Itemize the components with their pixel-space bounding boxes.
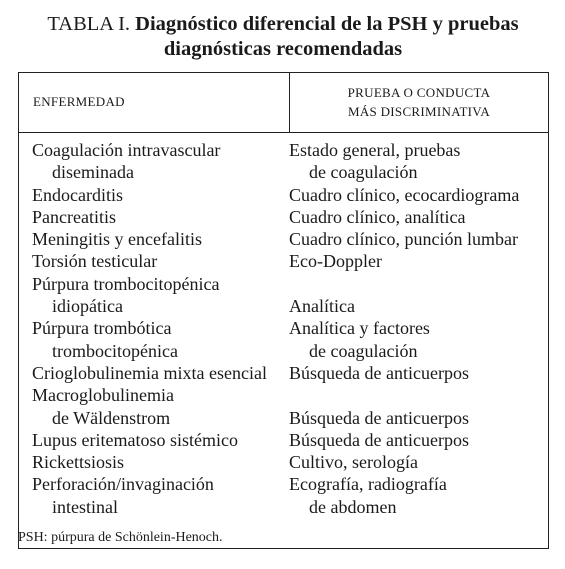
disease-cell: intestinal (52, 496, 118, 517)
table-row (19, 340, 548, 362)
test-cell: Cuadro clínico, ecocardiograma (289, 184, 520, 205)
disease-cell: Púrpura trombótica (32, 318, 172, 339)
header-test (290, 83, 548, 121)
table-row (19, 228, 548, 250)
disease-cell: de Wäldenstrom (52, 407, 171, 428)
disease-cell: Macroglobulinemia (32, 385, 174, 406)
disease-cell: Lupus eritematoso sistémico (32, 429, 238, 450)
table-row (19, 250, 548, 272)
test-cell: Búsqueda de anticuerpos (289, 362, 469, 383)
test-cell: Ecografía, radiografía (289, 474, 447, 495)
caption-line-1 (18, 12, 548, 37)
test-cell: Cuadro clínico, analítica (289, 206, 466, 227)
test-cell: Eco-Doppler (289, 251, 382, 272)
table-row (19, 362, 548, 384)
table-row (19, 317, 548, 339)
table-row (19, 161, 548, 183)
test-cell: Cultivo, serología (289, 452, 418, 473)
table-row (19, 184, 548, 206)
disease-cell: Torsión testicular (32, 251, 158, 272)
test-cell: Búsqueda de anticuerpos (289, 407, 469, 428)
disease-cell: Coagulación intravascular (32, 140, 221, 160)
table-row (19, 384, 548, 406)
header-test-line-2: MÁS DISCRIMINATIVA (347, 104, 491, 119)
disease-cell: Endocarditis (32, 184, 123, 205)
test-cell: de coagulación (309, 162, 418, 183)
test-cell: de coagulación (309, 340, 418, 361)
header-disease: ENFERMEDAD (33, 94, 125, 109)
test-cell: Analítica (289, 296, 355, 317)
test-cell: Estado general, pruebas (289, 140, 461, 160)
footnote: PSH: púrpura de Schönlein-Henoch. (18, 530, 223, 545)
table-title-part-2: diagnósticas recomendadas (163, 38, 403, 60)
header-test-line-1: PRUEBA O CONDUCTA (347, 85, 491, 100)
test-cell: Búsqueda de anticuerpos (289, 429, 469, 450)
disease-cell: Rickettsiosis (32, 452, 125, 473)
table-title-part-1: Diagnóstico diferencial de la PSH y pruebas (135, 13, 519, 35)
disease-cell: diseminada (52, 162, 134, 183)
table-row (19, 451, 548, 473)
table-row (19, 139, 548, 161)
disease-cell: idiopática (52, 296, 123, 317)
table-row (19, 496, 548, 518)
test-cell: Cuadro clínico, punción lumbar (289, 229, 518, 250)
table-row (19, 429, 548, 451)
table-body (19, 139, 548, 518)
table-header (19, 73, 548, 133)
disease-cell: Pancreatitis (32, 206, 116, 227)
diagnosis-table (18, 72, 549, 549)
test-cell: Analítica y factores (289, 318, 430, 339)
disease-cell: Meningitis y encefalitis (32, 229, 202, 250)
table-row (19, 407, 548, 429)
table-row (19, 473, 548, 495)
table-row (19, 273, 548, 295)
table-row (19, 295, 548, 317)
table-number: TABLA I. (47, 13, 131, 35)
table-caption (18, 12, 548, 62)
disease-cell: Púrpura trombocitopénica (32, 273, 220, 294)
disease-cell: trombocitopénica (52, 340, 178, 361)
table-row (19, 206, 548, 228)
disease-cell: Perforación/invaginación (32, 474, 214, 495)
test-cell: de abdomen (309, 496, 397, 517)
disease-cell: Crioglobulinemia mixta esencial (32, 362, 267, 383)
